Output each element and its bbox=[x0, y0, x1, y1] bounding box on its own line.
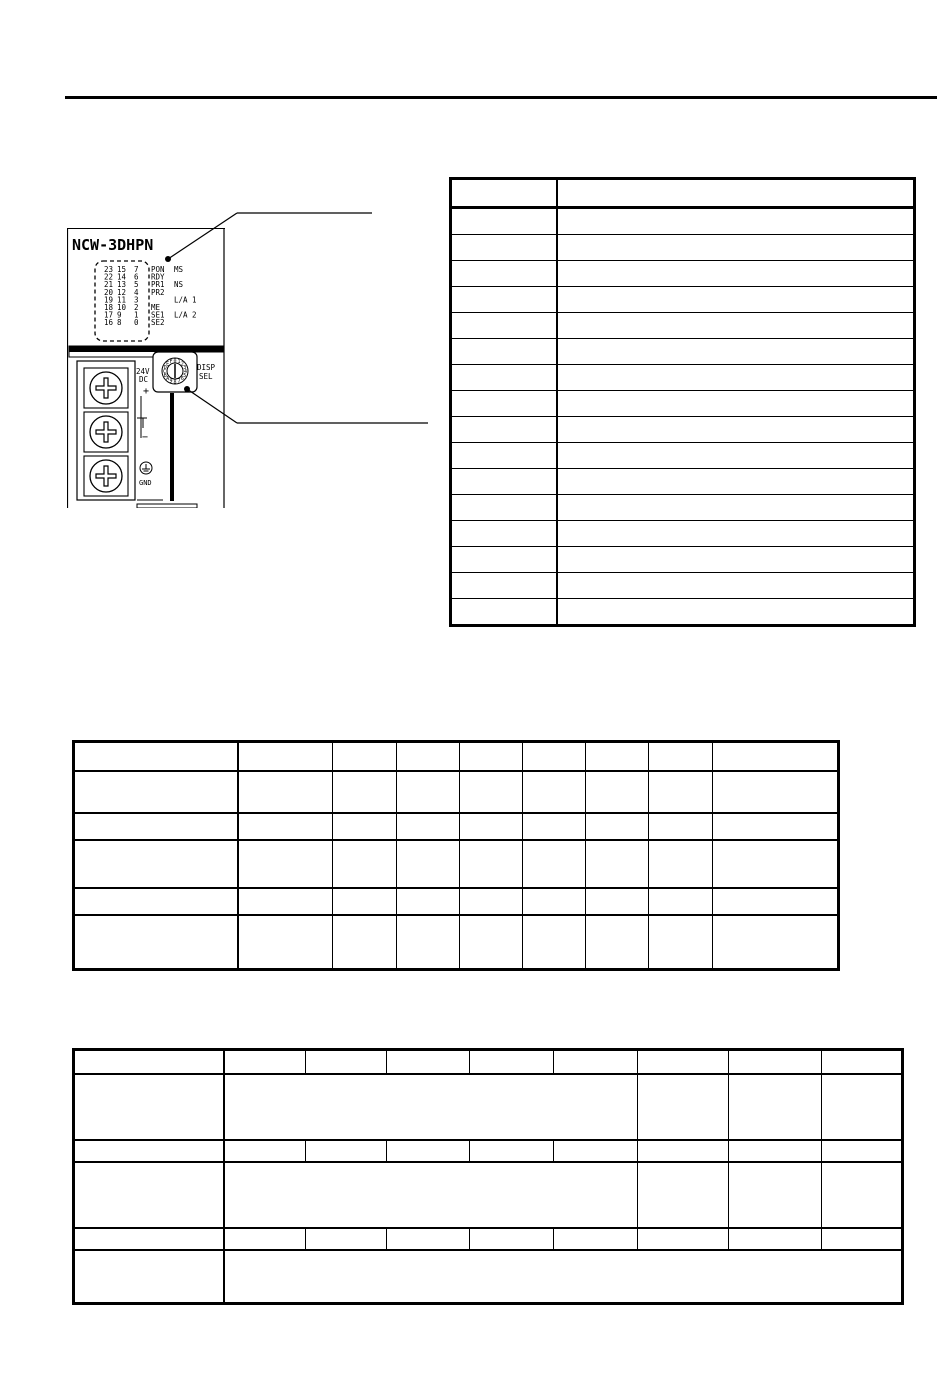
led-label: RDY bbox=[151, 272, 165, 282]
plus-sign: + bbox=[143, 386, 150, 397]
table-cell bbox=[557, 235, 915, 261]
led-number: 20 bbox=[104, 287, 114, 297]
table-cell bbox=[451, 261, 558, 287]
gnd-label: GND bbox=[139, 479, 152, 487]
dial-digit: A bbox=[166, 376, 170, 383]
table-cell bbox=[451, 521, 558, 547]
led-number: 23 bbox=[104, 265, 114, 274]
led-number: 4 bbox=[134, 287, 139, 297]
table-row bbox=[74, 888, 839, 915]
table-cell bbox=[451, 547, 558, 573]
table-cell bbox=[451, 179, 558, 208]
table-row bbox=[451, 573, 915, 599]
led-table-2 bbox=[72, 1048, 904, 1305]
table-row bbox=[74, 813, 839, 840]
table-cell bbox=[557, 599, 915, 626]
table-cell bbox=[451, 573, 558, 599]
led-number: 15 bbox=[117, 265, 127, 274]
table-row bbox=[451, 339, 915, 365]
table-cell bbox=[557, 469, 915, 495]
table-row bbox=[74, 742, 839, 772]
led-number: 6 bbox=[134, 272, 139, 282]
model-label: NCW-3DHPN bbox=[72, 236, 154, 254]
table-row bbox=[451, 287, 915, 313]
dial-digit: 5 bbox=[183, 372, 187, 379]
table-cell bbox=[451, 287, 558, 313]
dial-digit: 3 bbox=[183, 364, 187, 371]
table-cell bbox=[557, 287, 915, 313]
table-row bbox=[74, 1162, 903, 1228]
dial-digit: D bbox=[163, 364, 167, 371]
table-cell bbox=[451, 469, 558, 495]
led-label: SE1 bbox=[151, 310, 165, 320]
sel-label: SEL bbox=[199, 372, 213, 381]
disp-sel-table bbox=[449, 177, 916, 627]
table-row bbox=[451, 547, 915, 573]
minus-sign: − bbox=[142, 432, 149, 443]
table-row bbox=[74, 915, 839, 969]
table-row bbox=[451, 443, 915, 469]
table-cell bbox=[557, 208, 915, 235]
led-number: 19 bbox=[104, 295, 114, 305]
led-number: 11 bbox=[117, 295, 127, 305]
table-row bbox=[451, 235, 915, 261]
table-row bbox=[451, 179, 915, 208]
table-row bbox=[74, 1140, 903, 1162]
led-number: 9 bbox=[117, 310, 122, 320]
led-number: 10 bbox=[117, 303, 127, 312]
table-row bbox=[451, 313, 915, 339]
dial-digit: 7 bbox=[177, 378, 181, 385]
led-number: 0 bbox=[134, 318, 139, 328]
table-cell bbox=[557, 573, 915, 599]
dial-digit: 0 bbox=[173, 358, 177, 365]
dial-digit: 8 bbox=[173, 379, 177, 386]
led-number: 17 bbox=[104, 310, 114, 320]
table-cell bbox=[451, 365, 558, 391]
led-number: 14 bbox=[117, 272, 127, 282]
led-label: PR2 bbox=[151, 287, 165, 297]
table-cell bbox=[451, 208, 558, 235]
led-number: 22 bbox=[104, 272, 114, 282]
table-cell bbox=[451, 235, 558, 261]
led-number: 16 bbox=[104, 318, 114, 328]
power-label-24v: 24V bbox=[136, 367, 150, 376]
table-cell bbox=[557, 261, 915, 287]
table-cell bbox=[451, 339, 558, 365]
led-number: 13 bbox=[117, 280, 127, 290]
table-cell bbox=[451, 313, 558, 339]
table-cell bbox=[557, 313, 915, 339]
table-row bbox=[451, 391, 915, 417]
table-row bbox=[451, 208, 915, 235]
status-led-label: L/A 2 bbox=[174, 310, 197, 320]
led-number: 5 bbox=[134, 280, 139, 290]
table-cell bbox=[557, 495, 915, 521]
table-cell bbox=[451, 417, 558, 443]
power-label-dc: DC bbox=[139, 375, 149, 384]
status-led-label: L/A 1 bbox=[174, 295, 197, 305]
table-cell bbox=[451, 443, 558, 469]
dial-digit: C bbox=[163, 368, 167, 375]
table-cell bbox=[557, 339, 915, 365]
led-number: 7 bbox=[134, 265, 139, 274]
table-row bbox=[74, 1250, 903, 1303]
table-cell bbox=[557, 365, 915, 391]
led-number: 8 bbox=[117, 318, 122, 328]
dial-digit: F bbox=[169, 359, 173, 366]
table-cell bbox=[451, 391, 558, 417]
dial-digit: 6 bbox=[180, 376, 184, 383]
dial-digit: 1 bbox=[177, 359, 181, 366]
table-row bbox=[74, 1228, 903, 1250]
led-number: 12 bbox=[117, 287, 127, 297]
table-row bbox=[74, 1074, 903, 1140]
table-row bbox=[451, 261, 915, 287]
led-label: ME bbox=[151, 303, 161, 312]
led-label: PR1 bbox=[151, 280, 165, 290]
table-row bbox=[451, 417, 915, 443]
table-row bbox=[451, 521, 915, 547]
led-number: 1 bbox=[134, 310, 139, 320]
led-number: 3 bbox=[134, 295, 139, 305]
table-cell bbox=[451, 599, 558, 626]
status-led-label: NS bbox=[174, 280, 184, 290]
led-number: 18 bbox=[104, 303, 114, 312]
table-row bbox=[451, 469, 915, 495]
dial-digit: 2 bbox=[180, 361, 184, 368]
disp-label: DISP bbox=[197, 363, 216, 372]
table-cell bbox=[557, 547, 915, 573]
led-number: 2 bbox=[134, 303, 139, 312]
table-cell bbox=[557, 391, 915, 417]
table-row bbox=[451, 599, 915, 626]
dial-digit: E bbox=[166, 361, 170, 368]
table-row bbox=[451, 365, 915, 391]
table-cell bbox=[557, 179, 915, 208]
table-cell bbox=[557, 417, 915, 443]
dial-digit: 4 bbox=[184, 368, 188, 375]
dial-digit: B bbox=[163, 372, 167, 379]
table-cell bbox=[557, 521, 915, 547]
table-row bbox=[74, 771, 839, 813]
led-label: PON bbox=[151, 265, 165, 274]
dial-digit: 9 bbox=[169, 378, 173, 385]
led-table-1 bbox=[72, 740, 840, 971]
table-row bbox=[74, 1050, 903, 1075]
table-row bbox=[74, 840, 839, 888]
table-row bbox=[451, 495, 915, 521]
led-label: SE2 bbox=[151, 318, 165, 328]
table-cell bbox=[451, 495, 558, 521]
table-cell bbox=[557, 443, 915, 469]
led-number: 21 bbox=[104, 280, 114, 290]
status-led-label: MS bbox=[174, 265, 184, 274]
